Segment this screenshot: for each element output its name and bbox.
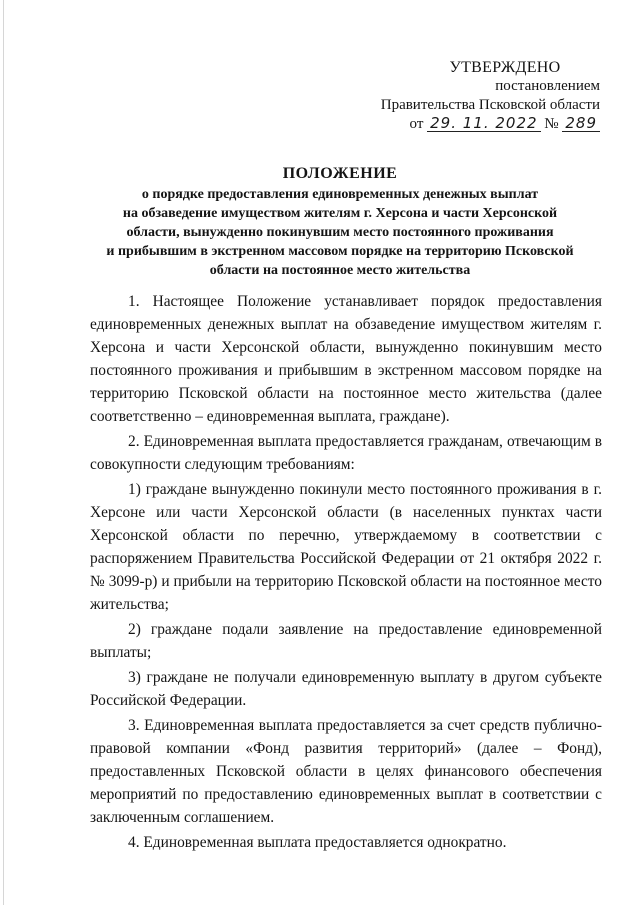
paragraph-4: 4. Единовременная выплата предоставляется однократно. <box>128 834 507 851</box>
paragraph-2-item-2: 2) граждане подали заявление на предоставление единовременной выплаты; <box>90 621 602 661</box>
handwritten-date: 29. 11. 2022 <box>427 115 540 132</box>
paragraph-2-item-1: 1) граждане вынужденно покинули место постоянного проживания в г. Херсоне или части Херсонской области (в населенных пунктах части Херсонской области по перечню, утверждаемому в соответствии с распоряжением Правительства Российской Федерации от 21 октября 2022 г. № 3099-р) и прибыли на территорию Псковской области на постоянное место жительства; <box>90 481 602 613</box>
handwritten-number: 289 <box>562 115 600 132</box>
scan-edge-line <box>3 0 4 905</box>
title-line: области, вынужденно покинувшим место постоянного проживания <box>126 225 554 240</box>
paragraph-2-item-3: 3) граждане не получали единовременную выплату в другом субъекте Российской Федерации. <box>90 669 602 709</box>
approval-date-line <box>340 115 600 134</box>
document-body <box>90 290 602 854</box>
date-prefix: от <box>409 116 424 132</box>
document-title: ПОЛОЖЕНИЕ <box>282 165 398 182</box>
title-line: и прибывшим в экстренном массовом порядке на территорию Псковской <box>106 244 574 259</box>
title-line: на обзаведение имуществом жителям г. Херсона и части Херсонской <box>122 206 558 221</box>
approval-line-2: Правительства Псковской области <box>380 97 600 113</box>
number-prefix: № <box>544 116 559 132</box>
paragraph-3: 3. Единовременная выплата предоставляется за счет средств публично-правовой компании «Фонд развития территорий» (далее – Фонд), предоставленных Псковской области в целях финансового обеспечения мероприятий по предоставлению единовременных выплат в соответствии с заключенным соглашением. <box>90 717 602 826</box>
document-title-block <box>80 163 600 280</box>
title-line: о порядке предоставления единовременных денежных выплат <box>141 187 539 202</box>
approved-label: УТВЕРЖДЕНО <box>449 59 561 76</box>
paragraph-1: 1. Настоящее Положение устанавливает порядок предоставления единовременных денежных выплат на обзаведение имуществом жителям г. Херсона и части Херсонской области, вынужденно покинувшим место постоянного проживания и прибывшим в экстренном массовом порядке на территорию Псковской области на постоянное место жительства (далее соответственно – единовременная выплата, граждане). <box>90 293 602 425</box>
title-line: области на постоянное место жительства <box>209 263 471 278</box>
approval-stamp-block <box>340 58 600 134</box>
paragraph-2: 2. Единовременная выплата предоставляется гражданам, отвечающим в совокупности следующим требованиям: <box>90 433 602 473</box>
approval-line-1: постановлением <box>495 78 600 94</box>
